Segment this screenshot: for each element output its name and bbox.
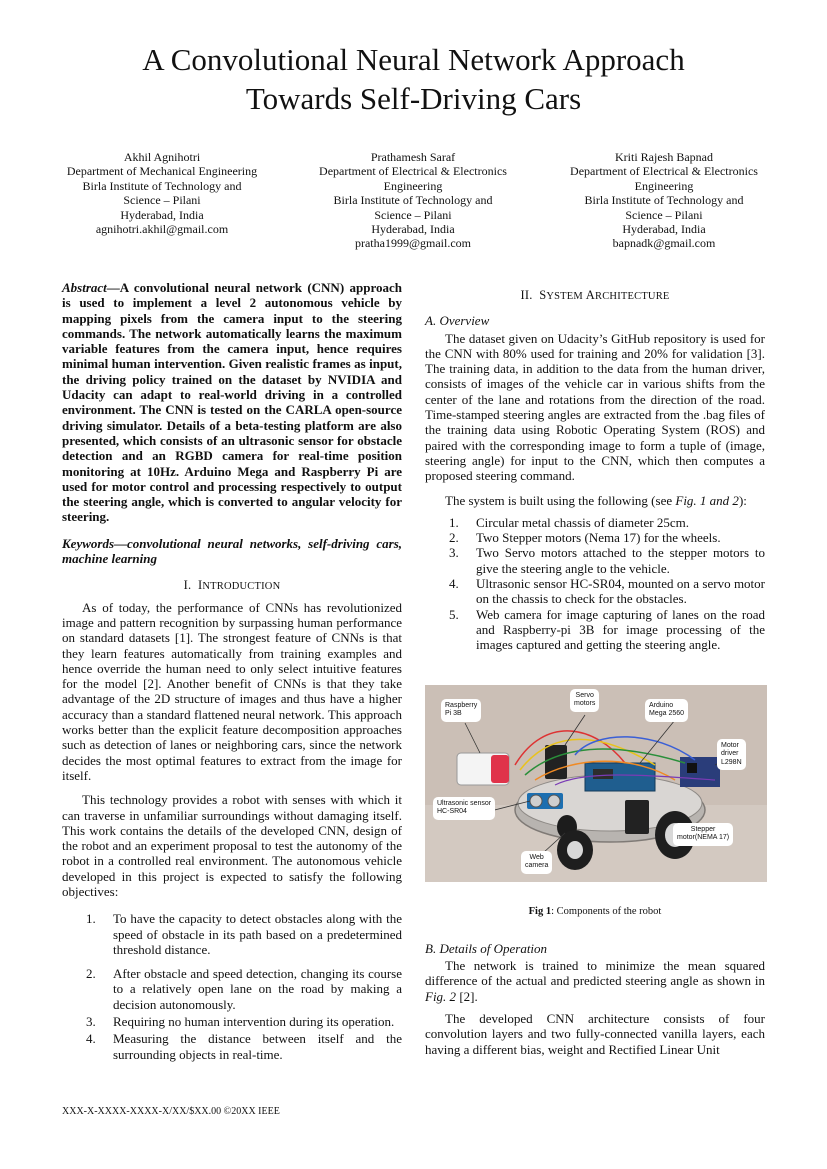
list-number: 1. bbox=[449, 514, 459, 530]
list-number: 4. bbox=[86, 1031, 96, 1047]
author-campus: Science – Pilani bbox=[625, 207, 703, 222]
label-text: Raspberry Pi 3B bbox=[445, 701, 478, 718]
author-department-cont: Engineering bbox=[383, 178, 443, 193]
list-text: Web camera for image capturing of lanes on the road and Raspberry-pi 3B for image processing of the images captured and getting the steering angle. bbox=[476, 606, 765, 653]
subsection-heading-overview: A. Overview bbox=[425, 313, 490, 329]
figure-reference: Fig. 1 and 2 bbox=[675, 492, 739, 508]
list-text: Two Servo motors attached to the stepper motors to give the steering angle to the vehicle. bbox=[476, 545, 765, 576]
list-number: 2. bbox=[449, 530, 459, 546]
list-text: Two Stepper motors (Nema 17) for the wheels. bbox=[476, 530, 721, 546]
intro-paragraph-2: This technology provides a robot with senses with which it can traverse in unfamiliar surroundings without damaging itself. This work contains the details of the developed CNN, design of the robot and an experiment proposal to test the autonomy of the robot in a controlled real environment. The autonomous vehicle developed in this project is expected to satisfy the following objectives: bbox=[62, 792, 402, 899]
author-institute: Birla Institute of Technology and bbox=[82, 178, 242, 193]
author-location: Hyderabad, India bbox=[120, 207, 204, 222]
author-location: Hyderabad, India bbox=[622, 222, 706, 237]
author-name: Kriti Rajesh Bapnad bbox=[615, 150, 713, 164]
label-servo-motors bbox=[570, 689, 599, 712]
overview-paragraph-1: The dataset given on Udacity’s GitHub repository is used for the CNN with 80% used for training and 20% for validation [3]. The training data, in addition to the data from the human driver, consists of images of the vehicle car in various shifts from the center of the lane and rotations from the direction of the road. Time-stamped steering angles are extracted from the .bag files of the training data using Robotic Operating System (ROS) and paired with the corresponding image to form a tuple of (image, steering angle) for input to the CNN, which then computes a proposed steering command. bbox=[425, 330, 765, 484]
section-heading-system-architecture bbox=[425, 288, 765, 304]
author-department: Department of Mechanical Engineering bbox=[66, 164, 258, 179]
text-run: The system is built using the following (see bbox=[445, 492, 676, 508]
section-title-rest: YSTEM bbox=[546, 291, 586, 302]
author-department: Department of Electrical & Electronics bbox=[319, 164, 507, 179]
text-run: The network is trained to minimize the mean squared difference of the actual and predicted steering angle as shown in bbox=[425, 958, 765, 989]
list-text: To have the capacity to detect obstacles along with the speed of obstacle in its path based on a predetermined threshold distance. bbox=[113, 911, 402, 957]
section-title-rest: RCHITECTURE bbox=[595, 291, 670, 302]
section-initial: S bbox=[539, 288, 547, 302]
author-block-2 bbox=[298, 150, 528, 251]
keywords-text: —convolutional neural networks, self-driving cars, machine learning bbox=[62, 535, 402, 567]
section-number: I. bbox=[183, 578, 192, 593]
list-text: Requiring no human intervention during its operation. bbox=[113, 1014, 395, 1030]
list-item bbox=[425, 515, 765, 530]
left-column bbox=[62, 280, 402, 1062]
label-ultrasonic-sensor bbox=[433, 797, 495, 820]
author-block-3 bbox=[549, 150, 779, 251]
list-number: 5. bbox=[449, 606, 459, 622]
author-department-cont: Engineering bbox=[634, 178, 694, 193]
author-block-1 bbox=[47, 150, 277, 236]
section-heading-introduction bbox=[62, 578, 402, 594]
text-run: ): bbox=[738, 492, 747, 508]
section-number: II. bbox=[520, 288, 533, 302]
author-institute: Birla Institute of Technology and bbox=[333, 193, 493, 208]
abstract-label: Abstract bbox=[62, 280, 107, 295]
keywords bbox=[62, 536, 402, 567]
paper-title bbox=[0, 40, 827, 118]
list-item bbox=[425, 530, 765, 545]
label-motor-driver bbox=[717, 739, 746, 771]
abstract bbox=[62, 280, 402, 525]
list-text: Ultrasonic sensor HC-SR04, mounted on a servo motor on the chassis to check for the obstacles. bbox=[476, 576, 765, 607]
subsection-heading-details: B. Details of Operation bbox=[425, 940, 548, 956]
list-number: 3. bbox=[449, 545, 459, 561]
figure-caption-text: : Components of the robot bbox=[551, 905, 662, 917]
right-column bbox=[425, 280, 765, 1057]
section-title-rest: NTRODUCTION bbox=[202, 581, 281, 593]
list-item bbox=[62, 1014, 402, 1029]
section-initial: A bbox=[585, 288, 595, 302]
author-email[interactable]: agnihotri.akhil@gmail.com bbox=[95, 222, 229, 237]
list-item bbox=[62, 1031, 402, 1062]
author-name: Prathamesh Saraf bbox=[370, 150, 456, 164]
list-item bbox=[425, 576, 765, 607]
list-item bbox=[62, 911, 402, 957]
author-email[interactable]: pratha1999@gmail.com bbox=[354, 236, 472, 251]
list-text: After obstacle and speed detection, changing its course to a relatively open lane on the road by making a decision autonomously. bbox=[113, 966, 402, 1012]
figure-reference: Fig. 2 bbox=[425, 988, 457, 1004]
objectives-list bbox=[62, 911, 402, 1062]
intro-paragraph-1: As of today, the performance of CNNs has revolutionized image and pattern recognition by surpassing human performance on standard datasets [1]. The strongest feature of CNNs is that they learn features automatically from training examples and hence override the human need to only select intuitive features for the model [2]. Another benefit of CNNs is that they take advantage of the 2D structure of images and thus have a higher accuracy than a standard flattened neural network. This approach works better than the explicit feature decomposition approaches such as detection of lanes or neighboring cars, since the network decides the most optimal features to extract from the image for itself. bbox=[62, 599, 402, 783]
label-text: Stepper motor(NEMA 17) bbox=[677, 825, 730, 842]
copyright-footer: XXX-X-XXXX-XXXX-X/XX/$XX.00 ©20XX IEEE bbox=[62, 1106, 280, 1117]
label-web-camera bbox=[521, 851, 552, 874]
components-list bbox=[425, 515, 765, 653]
author-campus: Science – Pilani bbox=[374, 207, 452, 222]
figure-label: Fig 1 bbox=[528, 905, 552, 917]
author-name: Akhil Agnihotri bbox=[123, 150, 201, 164]
list-text: Circular metal chassis of diameter 25cm. bbox=[476, 514, 689, 530]
title-line-1: A Convolutional Neural Network Approach bbox=[142, 42, 685, 77]
section-initial: I bbox=[197, 578, 203, 593]
label-text: Arduino Mega 2560 bbox=[649, 701, 685, 718]
author-email[interactable]: bapnadk@gmail.com bbox=[612, 236, 716, 251]
text-run: [2]. bbox=[456, 988, 478, 1004]
label-text: Motor driver L298N bbox=[721, 741, 742, 766]
robot-photo-figure bbox=[425, 685, 767, 882]
title-line-2: Towards Self-Driving Cars bbox=[245, 81, 582, 116]
label-arduino bbox=[645, 699, 688, 722]
author-institute: Birla Institute of Technology and bbox=[584, 193, 744, 208]
figure-caption bbox=[425, 904, 765, 919]
author-location: Hyderabad, India bbox=[371, 222, 455, 237]
label-text: Ultrasonic sensor HC-SR04 bbox=[437, 799, 492, 816]
list-item bbox=[62, 966, 402, 1012]
abstract-text: —A convolutional neural network (CNN) approach is used to implement a level 2 autonomous vehicle by mapping pixels from the camera input to the steering commands. The network automatically learns the maximum variable features from the camera input, hence requires minimal human intervention. Given realistic frames as input, the driving policy trained on the dataset by NVIDIA and Udacity can adapt to real-world driving in a controlled environment. The CNN is tested on the CARLA open-source driving simulator. Details of a beta-testing platform are also presented, which consists of an ultrasonic sensor for obstacle detection and an RGBD camera for real-time position monitoring at 10Hz. Arduino Mega and Raspberry Pi are used for motor control and processing respectively to output the steering angle, which is converted to angular velocity for steering. bbox=[62, 280, 402, 525]
list-number: 3. bbox=[86, 1014, 96, 1030]
list-text: Measuring the distance between itself and the surrounding objects in real-time. bbox=[113, 1031, 402, 1062]
list-number: 1. bbox=[86, 911, 96, 927]
label-text: Servo motors bbox=[574, 691, 596, 708]
list-number: 4. bbox=[449, 576, 459, 592]
list-item bbox=[425, 545, 765, 576]
label-text: Web camera bbox=[525, 853, 549, 870]
label-raspberry-pi bbox=[441, 699, 481, 722]
author-campus: Science – Pilani bbox=[123, 193, 201, 208]
operation-paragraph-1 bbox=[425, 958, 765, 1004]
author-department: Department of Electrical & Electronics bbox=[570, 164, 758, 179]
list-number: 2. bbox=[86, 966, 96, 982]
operation-paragraph-2: The developed CNN architecture consists of four convolution layers and two fully-connected vanilla layers, each having a different bias, weight and Rectified Linear Unit bbox=[425, 1011, 765, 1057]
label-stepper-motor bbox=[673, 823, 733, 846]
list-item bbox=[425, 607, 765, 653]
overview-paragraph-2 bbox=[425, 493, 765, 508]
keywords-label: Keywords bbox=[62, 535, 114, 551]
